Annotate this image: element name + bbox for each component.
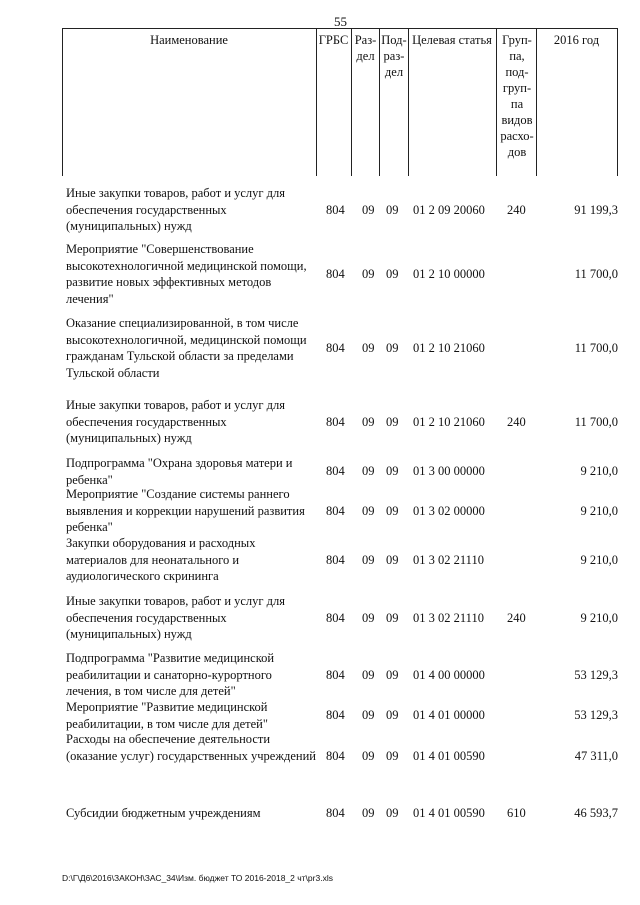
row-rz: 09 bbox=[362, 464, 375, 478]
row-rz: 09 bbox=[362, 415, 375, 429]
row-name: Иные закупки товаров, работ и услуг для обеспечения государственных (муниципальных) нужд bbox=[66, 186, 286, 233]
row-sum: 47 311,0 bbox=[574, 749, 618, 763]
row-rz: 09 bbox=[362, 553, 375, 567]
row-cs: 01 2 10 21060 bbox=[413, 341, 485, 355]
row-grbs: 804 bbox=[326, 415, 345, 429]
row-name: Иные закупки товаров, работ и услуг для обеспечения государственных (муниципальных) нужд bbox=[66, 398, 286, 445]
row-sum: 46 593,7 bbox=[574, 806, 618, 820]
row-vr: 240 bbox=[507, 611, 526, 625]
row-pr: 09 bbox=[386, 464, 399, 478]
row-vr: 240 bbox=[507, 203, 526, 217]
row-grbs: 804 bbox=[326, 749, 345, 763]
row-cs: 01 4 01 00590 bbox=[413, 749, 485, 763]
row-vr: 610 bbox=[507, 806, 526, 820]
row-grbs: 804 bbox=[326, 464, 345, 478]
row-rz: 09 bbox=[362, 806, 375, 820]
row-name: Мероприятие "Создание системы раннего выявления и коррекции нарушений развития ребенка" bbox=[66, 487, 305, 534]
table-header bbox=[62, 28, 618, 176]
row-cs: 01 4 01 00000 bbox=[413, 708, 485, 722]
row-name: Закупки оборудования и расходных материалов для неонатального и аудиологического скрининга bbox=[66, 536, 256, 583]
row-sum: 9 210,0 bbox=[580, 504, 618, 518]
row-cs: 01 4 01 00590 bbox=[413, 806, 485, 820]
row-cs: 01 3 00 00000 bbox=[413, 464, 485, 478]
row-rz: 09 bbox=[362, 668, 375, 682]
row-sum: 91 199,3 bbox=[574, 203, 618, 217]
row-grbs: 804 bbox=[326, 553, 345, 567]
row-pr: 09 bbox=[386, 668, 399, 682]
row-pr: 09 bbox=[386, 415, 399, 429]
row-cs: 01 2 10 21060 bbox=[413, 415, 485, 429]
row-pr: 09 bbox=[386, 749, 399, 763]
row-sum: 11 700,0 bbox=[574, 341, 618, 355]
row-pr: 09 bbox=[386, 267, 399, 281]
row-name: Расходы на обеспечение деятельности (оказание услуг) государственных учреждений bbox=[66, 732, 316, 763]
row-name: Мероприятие "Совершенствование высокотехнологичной медицинской помощи, развитие новых эффективных методов лечения" bbox=[66, 242, 307, 306]
row-grbs: 804 bbox=[326, 267, 345, 281]
row-sum: 11 700,0 bbox=[574, 267, 618, 281]
row-sum: 9 210,0 bbox=[580, 464, 618, 478]
row-name: Мероприятие "Развитие медицинской реабилитации, в том числе для детей" bbox=[66, 700, 268, 731]
row-grbs: 804 bbox=[326, 668, 345, 682]
row-sum: 9 210,0 bbox=[580, 553, 618, 567]
row-cs: 01 3 02 00000 bbox=[413, 504, 485, 518]
header-grbs: ГРБС bbox=[318, 33, 349, 47]
row-pr: 09 bbox=[386, 341, 399, 355]
row-sum: 53 129,3 bbox=[574, 708, 618, 722]
row-grbs: 804 bbox=[326, 806, 345, 820]
row-cs: 01 2 09 20060 bbox=[413, 203, 485, 217]
row-rz: 09 bbox=[362, 267, 375, 281]
row-rz: 09 bbox=[362, 504, 375, 518]
header-year: 2016 год bbox=[553, 33, 600, 47]
row-sum: 9 210,0 bbox=[580, 611, 618, 625]
row-grbs: 804 bbox=[326, 341, 345, 355]
row-rz: 09 bbox=[362, 708, 375, 722]
row-cs: 01 4 00 00000 bbox=[413, 668, 485, 682]
row-name: Оказание специализированной, в том числе высокотехнологичной, медицинской помощи гражданам Тульской области за пределами Тульской области bbox=[66, 316, 307, 380]
row-name: Подпрограмма "Развитие медицинской реабилитации и санаторно-курортного лечения, в том числе для детей" bbox=[66, 651, 275, 698]
row-pr: 09 bbox=[386, 806, 399, 820]
row-name: Иные закупки товаров, работ и услуг для обеспечения государственных (муниципальных) нужд bbox=[66, 594, 286, 641]
header-razdel: Раз- дел bbox=[354, 33, 377, 63]
row-rz: 09 bbox=[362, 611, 375, 625]
row-pr: 09 bbox=[386, 553, 399, 567]
row-grbs: 804 bbox=[326, 708, 345, 722]
row-grbs: 804 bbox=[326, 504, 345, 518]
file-path-footer: D:\Г\Д6\2016\ЗАКОН\ЗАС_34\Изм. бюджет ТО 2016-2018_2 чт\pr3.xls bbox=[62, 873, 333, 883]
row-cs: 01 3 02 21110 bbox=[413, 611, 484, 625]
row-vr: 240 bbox=[507, 415, 526, 429]
row-pr: 09 bbox=[386, 708, 399, 722]
row-rz: 09 bbox=[362, 203, 375, 217]
row-pr: 09 bbox=[386, 504, 399, 518]
row-grbs: 804 bbox=[326, 611, 345, 625]
row-sum: 53 129,3 bbox=[574, 668, 618, 682]
row-name: Субсидии бюджетным учреждениям bbox=[66, 806, 261, 820]
row-grbs: 804 bbox=[326, 203, 345, 217]
header-name: Наименование bbox=[150, 33, 228, 47]
row-cs: 01 3 02 21110 bbox=[413, 553, 484, 567]
header-gruppa: Груп- па, под- груп- па видов расхо- дов bbox=[500, 33, 534, 159]
row-pr: 09 bbox=[386, 203, 399, 217]
header-celevaya: Целевая статья bbox=[412, 33, 492, 47]
row-name: Подпрограмма "Охрана здоровья матери и ребенка" bbox=[66, 456, 293, 487]
row-sum: 11 700,0 bbox=[574, 415, 618, 429]
row-rz: 09 bbox=[362, 341, 375, 355]
row-cs: 01 2 10 00000 bbox=[413, 267, 485, 281]
row-pr: 09 bbox=[386, 611, 399, 625]
row-rz: 09 bbox=[362, 749, 375, 763]
header-podrazdel: Под- раз- дел bbox=[381, 33, 407, 79]
page-number: 55 bbox=[334, 14, 347, 29]
